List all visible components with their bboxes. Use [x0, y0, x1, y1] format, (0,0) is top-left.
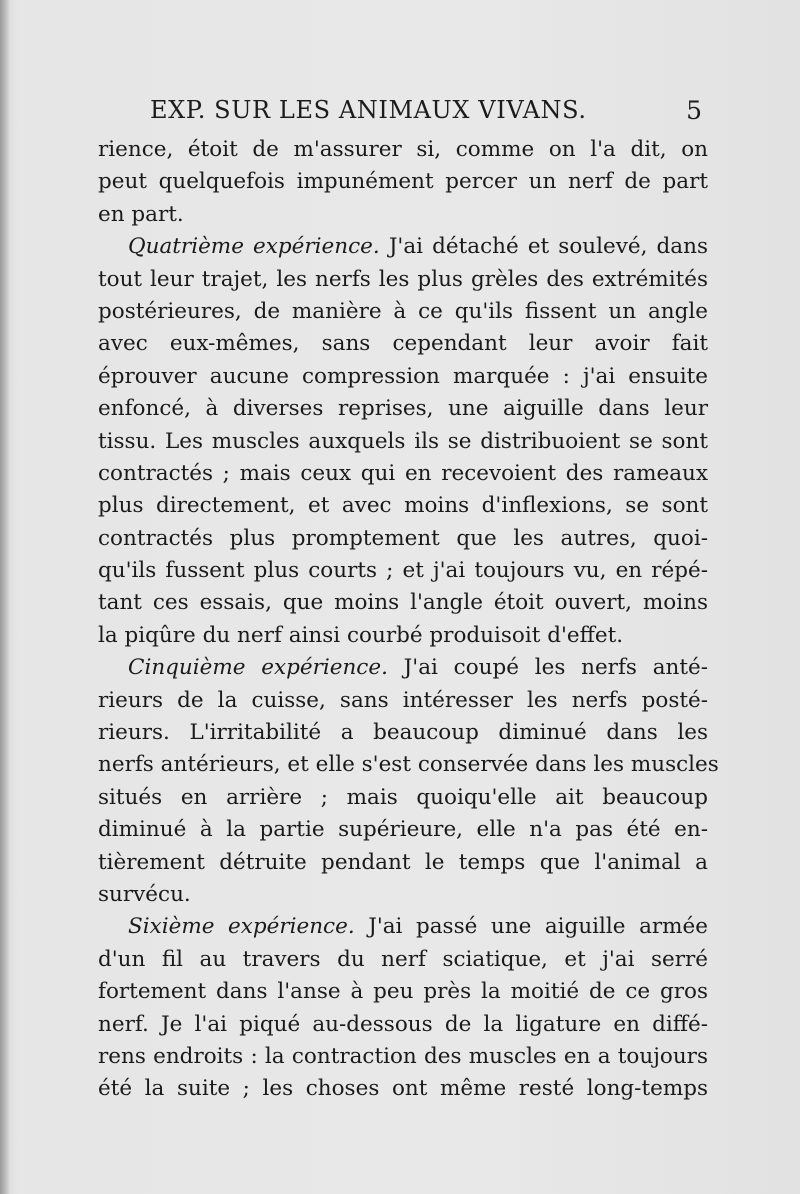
page-header: [150, 96, 710, 130]
experiment-title: Cinquième expérience.: [128, 655, 388, 681]
text-line: Quatrième expérience. J'ai détaché et soulevé, dans: [128, 234, 709, 260]
text-line: avec eux-mêmes, sans cependant leur avoir fait: [98, 331, 708, 357]
text-line: situés en arrière ; mais quoiqu'elle ait beaucoup: [98, 784, 708, 810]
page-gutter-shadow: [0, 0, 10, 1194]
text-line: rience, étoit de m'assurer si, comme on l'a dit, on: [98, 137, 708, 162]
text-line: nerfs antérieurs, et elle s'est conservée dans les muscles: [98, 752, 719, 778]
text-line: d'un fil au travers du nerf sciatique, et j'ai serré: [98, 946, 708, 972]
text-line: contractés plus promptement que les autres, quoi-: [98, 525, 708, 551]
text-line: rieurs de la cuisse, sans intéresser les nerfs posté-: [98, 687, 708, 713]
text-line: fortement dans l'anse à peu près la moitié de ce gros: [98, 979, 708, 1005]
text-line: rieurs. L'irritabilité a beaucoup diminué dans les: [98, 720, 708, 746]
text-line: rens endroits : la contraction des muscles en a toujours: [98, 1043, 708, 1069]
text-line: plus directement, et avec moins d'inflexions, se sont: [98, 493, 708, 519]
running-head: EXP. SUR LES ANIMAUX VIVANS.: [150, 96, 587, 124]
text-line: qu'ils fussent plus courts ; et j'ai toujours vu, en répé-: [98, 558, 708, 584]
text-line: diminué à la partie supérieure, elle n'a pas été en-: [98, 817, 708, 843]
text-line: contractés ; mais ceux qui en recevoient des rameaux: [98, 460, 708, 486]
text-line: peut quelquefois impunément percer un nerf de part: [98, 169, 708, 195]
text-line: nerf. Je l'ai piqué au-dessous de la ligature en diffé-: [98, 1011, 708, 1037]
text-line: Sixième expérience. J'ai passé une aiguille armée: [128, 914, 708, 940]
text-line: été la suite ; les choses ont même resté long-temps: [98, 1076, 708, 1102]
text-line: en part.: [98, 201, 184, 227]
text-line: Cinquième expérience. J'ai coupé les nerfs anté-: [128, 655, 708, 681]
text-line: tant ces essais, que moins l'angle étoit ouvert, moins: [98, 590, 708, 616]
text-line: tout leur trajet, les nerfs les plus grèles des extrémités: [98, 266, 708, 292]
text-line: éprouver aucune compression marquée : j'ai ensuite: [98, 363, 708, 389]
text-line: enfoncé, à diverses reprises, une aiguille dans leur: [98, 396, 708, 422]
text-line: tissu. Les muscles auxquels ils se distribuoient se sont: [98, 428, 708, 454]
experiment-title: Quatrième expérience.: [128, 234, 380, 260]
experiment-title: Sixième expérience.: [128, 914, 355, 940]
text-line: postérieures, de manière à ce qu'ils fissent un angle: [98, 298, 708, 324]
page-number: 5: [686, 96, 702, 125]
body-text: [98, 134, 719, 1106]
text-line: tièrement détruite pendant le temps que l'animal a: [98, 849, 708, 875]
text-line: la piqûre du nerf ainsi courbé produisoit d'effet.: [98, 622, 624, 648]
text-line: survécu.: [98, 881, 191, 907]
